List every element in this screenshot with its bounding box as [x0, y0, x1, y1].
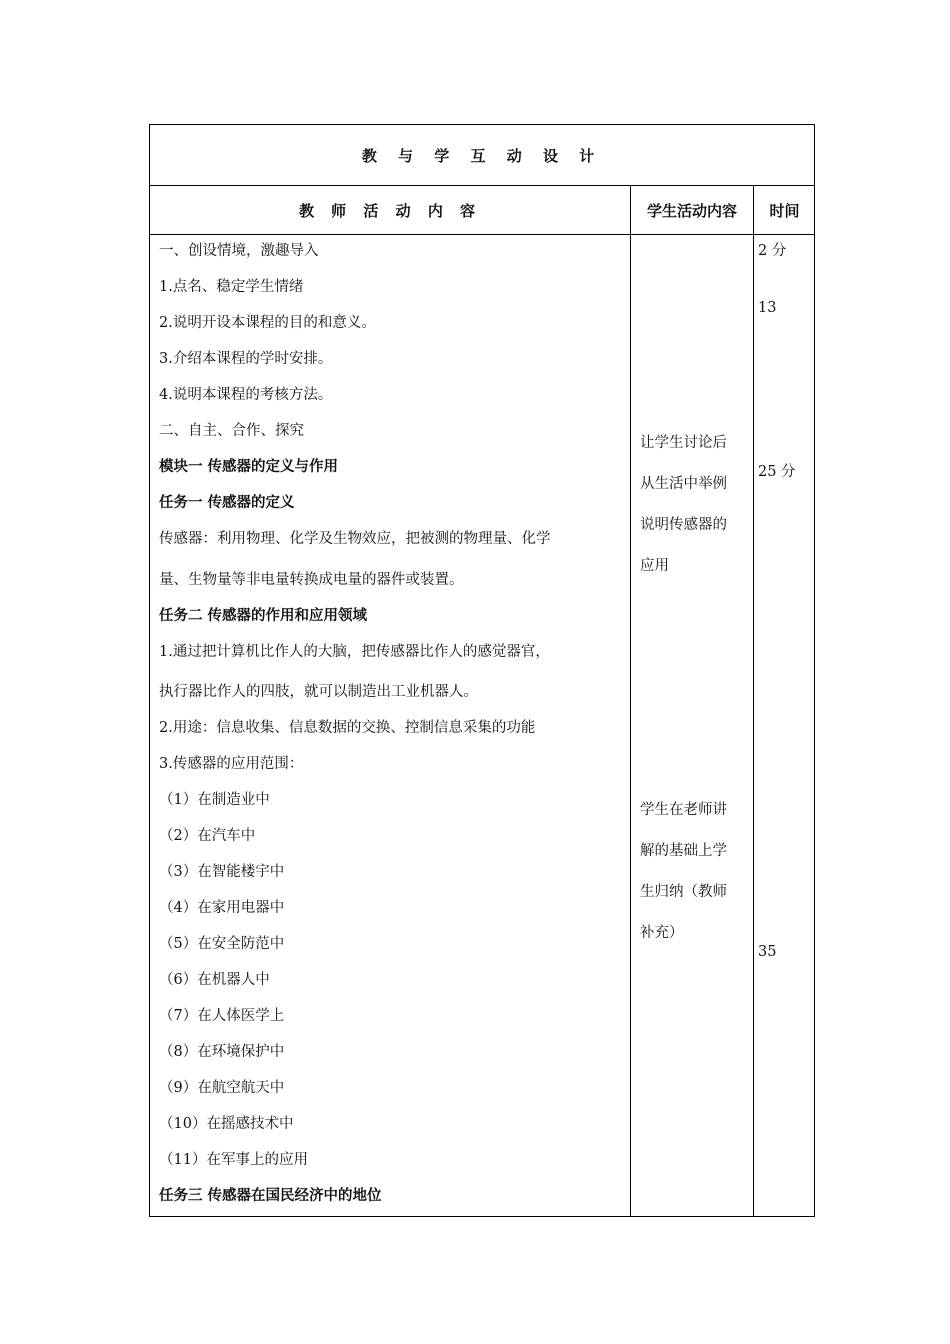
- teacher-line: 量、生物量等非电量转换成电量的器件或装置。: [159, 572, 464, 588]
- module-heading: 模块一 传感器的定义与作用: [159, 459, 339, 475]
- teacher-line: 2.用途：信息收集、信息数据的交换、控制信息采集的功能: [159, 720, 536, 736]
- student-note: 补充）: [640, 925, 684, 941]
- column-divider: [753, 185, 754, 1216]
- student-note: 生归纳（教师: [640, 884, 727, 900]
- teacher-line: 传感器：利用物理、化学及生物效应，把被测的物理量、化学: [159, 531, 551, 547]
- time-value: 25 分: [758, 464, 796, 480]
- teacher-line: 3.传感器的应用范围：: [159, 756, 304, 772]
- student-note: 从生活中举例: [640, 476, 727, 492]
- teacher-line: 4.说明本课程的考核方法。: [159, 387, 333, 403]
- application-item: （9）在航空航天中: [159, 1080, 285, 1096]
- student-note: 让学生讨论后: [640, 435, 727, 451]
- teacher-line: 一、创设情境，激趣导入: [159, 243, 319, 259]
- student-note: 解的基础上学: [640, 843, 727, 859]
- application-item: （3）在智能楼宇中: [159, 864, 285, 880]
- application-item: （6）在机器人中: [159, 972, 270, 988]
- student-note: 说明传感器的: [640, 517, 727, 533]
- student-note: 应用: [640, 558, 669, 574]
- column-divider: [630, 185, 631, 1216]
- task-heading: 任务二 传感器的作用和应用领域: [159, 608, 368, 624]
- time-value: 13: [758, 300, 777, 316]
- time-value: 2 分: [758, 243, 787, 259]
- table-title: 教 与 学 互 动 设 计: [361, 146, 603, 165]
- teacher-line: 1.点名、稳定学生情绪: [159, 279, 304, 295]
- row-divider: [150, 234, 814, 235]
- teacher-line: 执行器比作人的四肢，就可以制造出工业机器人。: [159, 684, 478, 700]
- application-item: （1）在制造业中: [159, 792, 270, 808]
- application-item: （8）在环境保护中: [159, 1044, 285, 1060]
- header-student-activity: 学生活动内容: [646, 201, 737, 220]
- application-item: （4）在家用电器中: [159, 900, 285, 916]
- student-note: 学生在老师讲: [640, 802, 727, 818]
- application-item: （11）在军事上的应用: [159, 1152, 308, 1168]
- teacher-line: 二、自主、合作、探究: [159, 423, 304, 439]
- application-item: （7）在人体医学上: [159, 1008, 285, 1024]
- teacher-line: 2.说明开设本课程的目的和意义。: [159, 315, 376, 331]
- task-heading: 任务一 传感器的定义: [159, 495, 295, 511]
- application-item: （2）在汽车中: [159, 828, 256, 844]
- time-value: 35: [758, 944, 777, 960]
- teacher-line: 1.通过把计算机比作人的大脑，把传感器比作人的感觉器官，: [159, 644, 550, 660]
- interaction-design-table: [149, 124, 815, 1217]
- task-heading: 任务三 传感器在国民经济中的地位: [159, 1188, 382, 1204]
- header-time: 时间: [769, 201, 800, 220]
- teacher-line: 3.介绍本课程的学时安排。: [159, 351, 333, 367]
- application-item: （10）在摇感技术中: [159, 1116, 294, 1132]
- header-teacher-activity: 教 师 活 动 内 容: [298, 201, 482, 220]
- application-item: （5）在安全防范中: [159, 936, 285, 952]
